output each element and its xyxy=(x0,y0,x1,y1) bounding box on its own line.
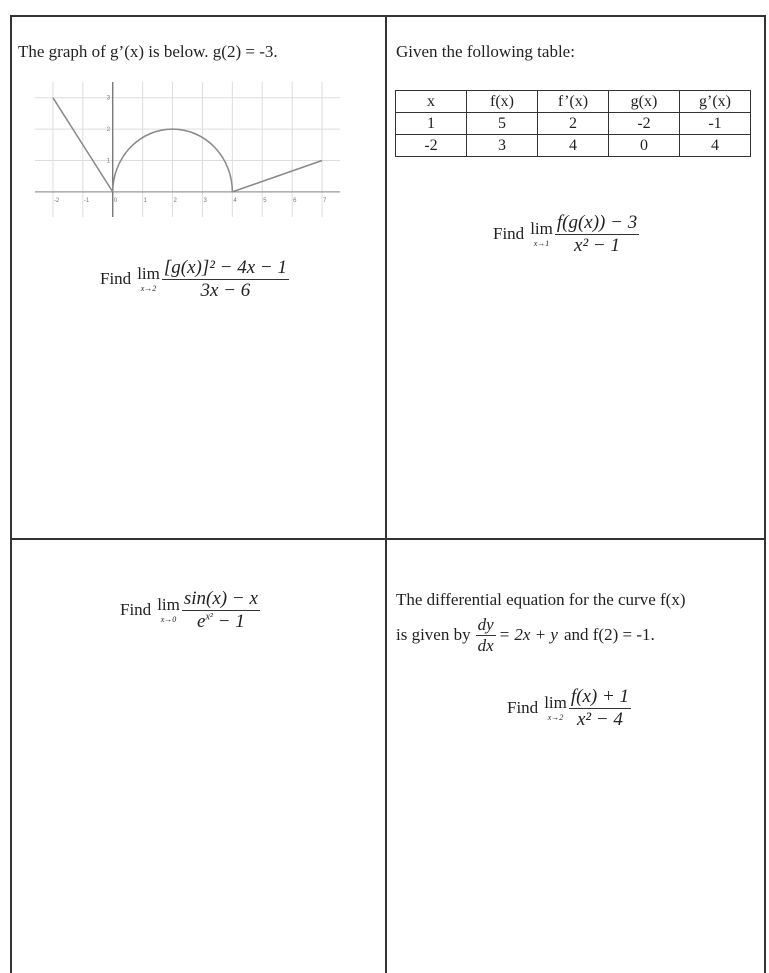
lim-subscript: x→0 xyxy=(160,615,177,625)
fraction xyxy=(569,686,631,731)
q3-limit-expression xyxy=(120,588,260,633)
cell: 1 xyxy=(396,113,467,135)
x-tick-label: -1 xyxy=(83,197,90,204)
lim-text: lim xyxy=(530,219,553,239)
denominator: 3x − 6 xyxy=(200,279,251,301)
lim-subscript: x→1 xyxy=(533,239,550,249)
lim-text: lim xyxy=(137,264,160,284)
divider-horizontal xyxy=(10,538,765,540)
cell: 4 xyxy=(538,135,609,157)
derivative-fraction xyxy=(476,615,496,655)
q4-prompt-line1: The differential equation for the curve f(x) xyxy=(396,590,686,609)
header-cell: f(x) xyxy=(467,91,538,113)
y-tick-label: 2 xyxy=(106,127,111,134)
q2-limit-expression xyxy=(493,212,639,257)
fraction xyxy=(162,257,289,302)
table-header-row xyxy=(396,91,751,113)
find-label: Find xyxy=(120,600,152,620)
prompt-text: is given by xyxy=(396,625,471,645)
x-tick-label: 2 xyxy=(173,197,177,204)
lim-text: lim xyxy=(157,595,180,615)
cell: 4 xyxy=(680,135,751,157)
q1-limit-expression xyxy=(100,257,289,302)
denominator: x² − 1 xyxy=(574,234,620,256)
header-cell: g(x) xyxy=(609,91,680,113)
border-top xyxy=(10,15,765,17)
numerator: f(g(x)) − 3 xyxy=(556,212,638,233)
y-tick-label: 1 xyxy=(106,158,111,165)
cell: -2 xyxy=(609,113,680,135)
y-tick-label: 3 xyxy=(106,95,111,102)
x-tick-label: 7 xyxy=(323,197,327,204)
header-cell: f’(x) xyxy=(538,91,609,113)
numerator: dy xyxy=(477,615,494,634)
numerator: sin(x) − x xyxy=(183,588,258,609)
numerator: f(x) + 1 xyxy=(570,686,630,707)
lim-operator xyxy=(544,694,567,722)
q4-limit-expression xyxy=(507,686,631,731)
cell: -2 xyxy=(396,135,467,157)
lim-subscript: x→2 xyxy=(140,284,157,294)
fraction xyxy=(555,212,639,257)
lim-text: lim xyxy=(544,693,567,713)
den-exponent: x² xyxy=(205,611,213,623)
curve-segment xyxy=(232,160,322,191)
cell: -1 xyxy=(680,113,751,135)
header-cell: g’(x) xyxy=(680,91,751,113)
x-tick-label: 1 xyxy=(143,197,147,204)
denominator xyxy=(195,611,247,633)
border-right xyxy=(764,15,766,973)
find-label: Find xyxy=(493,224,525,244)
denominator: x² − 4 xyxy=(576,708,623,730)
x-tick-label: 0 xyxy=(113,197,118,204)
prompt-text: and f(2) = -1. xyxy=(563,625,655,645)
lim-operator xyxy=(530,220,553,248)
cell: 5 xyxy=(467,113,538,135)
fraction xyxy=(182,588,260,633)
cell: 3 xyxy=(467,135,538,157)
find-label: Find xyxy=(100,269,132,289)
x-tick-label: -2 xyxy=(53,197,60,204)
header-cell: x xyxy=(396,91,467,113)
x-tick-label: 6 xyxy=(293,197,297,204)
x-tick-label: 5 xyxy=(263,197,267,204)
lim-operator xyxy=(137,265,160,293)
den-base: e xyxy=(197,610,206,632)
equation: = 2x + y xyxy=(498,625,558,645)
q2-prompt: Given the following table: xyxy=(396,42,575,61)
table-row xyxy=(396,135,751,157)
divider-vertical xyxy=(385,15,387,973)
cell: 2 xyxy=(538,113,609,135)
denominator: dx xyxy=(477,635,494,655)
q1-prompt: The graph of g’(x) is below. g(2) = -3. xyxy=(18,42,278,61)
x-tick-label: 3 xyxy=(203,197,207,204)
lim-subscript: x→2 xyxy=(547,713,564,723)
lim-operator xyxy=(157,596,180,624)
numerator: [g(x)]² − 4x − 1 xyxy=(163,257,288,278)
border-left xyxy=(10,15,12,973)
den-rest: − 1 xyxy=(212,610,245,632)
cell: 0 xyxy=(609,135,680,157)
find-label: Find xyxy=(507,698,539,718)
g-prime-graph xyxy=(35,82,340,217)
values-table xyxy=(395,90,751,157)
x-tick-label: 4 xyxy=(233,197,237,204)
table-row xyxy=(396,113,751,135)
q4-prompt-line2 xyxy=(396,615,655,655)
